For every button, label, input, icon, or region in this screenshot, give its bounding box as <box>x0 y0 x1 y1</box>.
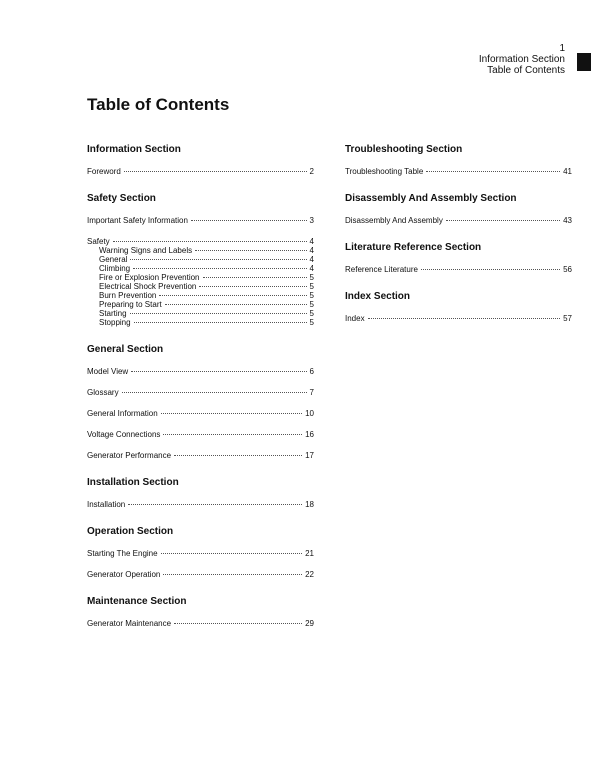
toc-entry-page: 4 <box>309 237 314 246</box>
toc-entry-page: 5 <box>309 282 314 291</box>
toc-entry-generator-operation[interactable] <box>87 570 314 579</box>
toc-entry-label: Generator Maintenance <box>87 619 172 628</box>
section-heading: Operation Section <box>87 526 174 537</box>
toc-entry-label: Model View <box>87 367 129 376</box>
toc-entry-page: 2 <box>309 167 314 176</box>
toc-entry-label: Important Safety Information <box>87 216 188 225</box>
header-subtitle: Table of Contents <box>487 65 565 76</box>
toc-section-maintenance-section <box>87 596 314 628</box>
dot-leader <box>174 455 302 456</box>
toc-entry-climbing[interactable] <box>87 264 314 273</box>
toc-entry-disassembly-and-assembly[interactable] <box>345 216 572 225</box>
toc-entry-page: 5 <box>309 291 314 300</box>
toc-entry-page: 10 <box>305 409 314 418</box>
toc-entry-group <box>87 388 314 397</box>
toc-entry-installation[interactable] <box>87 500 314 509</box>
page-header <box>479 43 565 76</box>
toc-section-literature-reference-section <box>345 242 572 274</box>
toc-entry-page: 56 <box>563 265 572 274</box>
toc-entry-generator-maintenance[interactable] <box>87 619 314 628</box>
toc-entry-label: Burn Prevention <box>99 291 157 300</box>
toc-entry-generator-performance[interactable] <box>87 451 314 460</box>
dot-leader <box>133 268 306 269</box>
section-heading: General Section <box>87 344 164 355</box>
toc-entry-group <box>87 237 314 327</box>
toc-entry-reference-literature[interactable] <box>345 265 572 274</box>
toc-entry-label: Stopping <box>99 318 131 327</box>
toc-entry-label: Warning Signs and Labels <box>99 246 193 255</box>
dot-leader <box>368 318 561 319</box>
toc-entry-page: 21 <box>305 549 314 558</box>
toc-entry-label: Installation <box>87 500 126 509</box>
header-section-name: Information Section <box>478 54 565 65</box>
toc-entry-page: 57 <box>563 314 572 323</box>
toc-entry-label: Glossary <box>87 388 119 397</box>
dot-leader <box>163 574 302 575</box>
toc-entry-label: Troubleshooting Table <box>345 167 424 176</box>
toc-entry-label: Climbing <box>99 264 131 273</box>
toc-entry-model-view[interactable] <box>87 367 314 376</box>
toc-entry-preparing-to-start[interactable] <box>87 300 314 309</box>
toc-section-installation-section <box>87 477 314 509</box>
dot-leader <box>174 623 302 624</box>
section-heading: Information Section <box>87 144 181 155</box>
toc-entry-group <box>87 500 314 509</box>
toc-entry-page: 6 <box>309 367 314 376</box>
toc-entry-page: 3 <box>309 216 314 225</box>
toc-entry-label: Generator Performance <box>87 451 172 460</box>
toc-entry-foreword[interactable] <box>87 167 314 176</box>
toc-entry-label: Foreword <box>87 167 121 176</box>
toc-entry-page: 22 <box>305 570 314 579</box>
toc-entry-stopping[interactable] <box>87 318 314 327</box>
toc-entry-group <box>87 619 314 628</box>
toc-section-index-section <box>345 291 572 323</box>
toc-right-column <box>345 144 572 340</box>
dot-leader <box>203 277 307 278</box>
toc-entry-group <box>87 430 314 439</box>
toc-entry-troubleshooting-table[interactable] <box>345 167 572 176</box>
section-heading: Maintenance Section <box>87 596 187 607</box>
dot-leader <box>159 295 306 296</box>
toc-entry-page: 4 <box>309 255 314 264</box>
toc-entry-label: Disassembly And Assembly <box>345 216 443 225</box>
dot-leader <box>124 171 307 172</box>
page-title: Table of Contents <box>87 95 230 114</box>
toc-entry-page: 5 <box>309 309 314 318</box>
toc-entry-page: 41 <box>563 167 572 176</box>
page-number: 1 <box>559 43 565 54</box>
toc-entry-starting-the-engine[interactable] <box>87 549 314 558</box>
toc-left-column <box>87 144 314 645</box>
dot-leader <box>163 434 302 435</box>
section-heading: Installation Section <box>87 477 179 488</box>
toc-entry-group <box>345 167 572 176</box>
toc-entry-general[interactable] <box>87 255 314 264</box>
toc-section-general-section <box>87 344 314 460</box>
toc-entry-general-information[interactable] <box>87 409 314 418</box>
section-heading: Index Section <box>345 291 411 302</box>
toc-entry-important-safety-information[interactable] <box>87 216 314 225</box>
dot-leader <box>446 220 560 221</box>
toc-entry-label: Starting The Engine <box>87 549 158 558</box>
dot-leader <box>122 392 307 393</box>
toc-entry-group <box>345 265 572 274</box>
toc-entry-label: Preparing to Start <box>99 300 162 309</box>
toc-entry-burn-prevention[interactable] <box>87 291 314 300</box>
section-heading: Safety Section <box>87 193 156 204</box>
section-heading: Disassembly And Assembly Section <box>345 193 517 204</box>
toc-entry-page: 5 <box>309 318 314 327</box>
toc-entry-index[interactable] <box>345 314 572 323</box>
toc-entry-label: Generator Operation <box>87 570 161 579</box>
dot-leader <box>195 250 306 251</box>
toc-entry-glossary[interactable] <box>87 388 314 397</box>
toc-entry-page: 7 <box>309 388 314 397</box>
toc-entry-label: General Information <box>87 409 158 418</box>
toc-entry-page: 29 <box>305 619 314 628</box>
dot-leader <box>421 269 560 270</box>
toc-entry-starting[interactable] <box>87 309 314 318</box>
dot-leader <box>426 171 560 172</box>
toc-section-safety-section <box>87 193 314 327</box>
toc-entry-label: Electrical Shock Prevention <box>99 282 197 291</box>
toc-entry-group <box>87 167 314 176</box>
dot-leader <box>199 286 306 287</box>
toc-entry-page: 4 <box>309 264 314 273</box>
dot-leader <box>161 553 303 554</box>
toc-entry-page: 18 <box>305 500 314 509</box>
toc-entry-page: 5 <box>309 273 314 282</box>
toc-entry-page: 4 <box>309 246 314 255</box>
toc-entry-fire-or-explosion-prevention[interactable] <box>87 273 314 282</box>
toc-entry-page: 16 <box>305 430 314 439</box>
toc-entry-group <box>345 314 572 323</box>
toc-entry-group <box>87 216 314 225</box>
dot-leader <box>113 241 307 242</box>
toc-entry-safety[interactable] <box>87 237 314 246</box>
dot-leader <box>191 220 307 221</box>
dot-leader <box>130 259 306 260</box>
toc-entry-group <box>87 451 314 460</box>
section-heading: Literature Reference Section <box>345 242 482 253</box>
toc-entry-label: General <box>99 255 128 264</box>
toc-section-disassembly-and-assembly-section <box>345 193 572 225</box>
toc-entry-label: Fire or Explosion Prevention <box>99 273 200 282</box>
toc-entry-warning-signs-and-labels[interactable] <box>87 246 314 255</box>
toc-entry-label: Starting <box>99 309 127 318</box>
section-heading: Troubleshooting Section <box>345 144 463 155</box>
toc-entry-page: 17 <box>305 451 314 460</box>
section-tab-marker <box>577 53 591 71</box>
dot-leader <box>130 313 307 314</box>
dot-leader <box>128 504 302 505</box>
toc-entry-label: Voltage Connections <box>87 430 161 439</box>
dot-leader <box>165 304 307 305</box>
toc-entry-label: Index <box>345 314 365 323</box>
toc-entry-electrical-shock-prevention[interactable] <box>87 282 314 291</box>
toc-section-information-section <box>87 144 314 176</box>
toc-entry-group <box>345 216 572 225</box>
dot-leader <box>161 413 302 414</box>
toc-entry-group <box>87 409 314 418</box>
toc-entry-group <box>87 367 314 376</box>
toc-entry-label: Reference Literature <box>345 265 418 274</box>
toc-section-troubleshooting-section <box>345 144 572 176</box>
toc-entry-label: Safety <box>87 237 110 246</box>
toc-entry-group <box>87 570 314 579</box>
toc-entry-voltage-connections[interactable] <box>87 430 314 439</box>
toc-entry-group <box>87 549 314 558</box>
toc-entry-page: 5 <box>309 300 314 309</box>
toc-entry-page: 43 <box>563 216 572 225</box>
toc-section-operation-section <box>87 526 314 579</box>
dot-leader <box>131 371 306 372</box>
dot-leader <box>134 322 307 323</box>
